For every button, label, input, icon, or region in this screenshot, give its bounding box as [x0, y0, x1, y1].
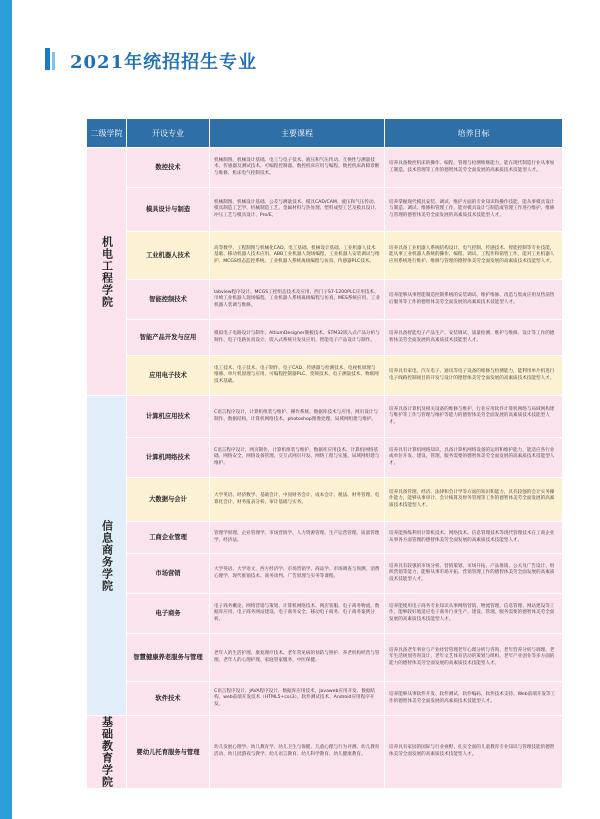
table-row: [87, 716, 563, 789]
major-goal: 培养能熟练利用计算机技术、网络技术、信息管理技术等现代管理技术在工商企业从事各方面管理的德智体美劳全面发展的高素质技术技能型人才。: [385, 522, 563, 554]
page-title: 2021年统招招生专业: [70, 52, 258, 73]
table-row: [87, 634, 563, 682]
table-row: [87, 522, 563, 554]
major-courses: 大学英语、大学语文、西方经济学、市场营销学、商品学、市场调查与预测、消费心理学、现代推销技术、商务谈判、广告原理与实务等课程。: [210, 554, 385, 594]
column-header: 二级学院: [87, 119, 127, 148]
major-name: 智能控制技术: [127, 280, 210, 320]
major-courses: C语言程序设计、计算机组装与维护、操作系统、数据库技术与应用、网页设计与制作、数据结构、计算机网络技术、photoshop图像处理、局域网组建与维护。: [210, 396, 385, 438]
major-courses: 管理学原理、企业管理学、市场营销学、人力资源管理、生产运营管理、质量管理学、经济法。: [210, 522, 385, 554]
college-name: 基础教育学院: [87, 716, 127, 789]
major-name: 工业机器人技术: [127, 232, 210, 280]
majors-table: [86, 118, 563, 789]
major-name: 市场营销: [127, 554, 210, 594]
table-row: [87, 438, 563, 478]
major-name: 智慧健康养老服务与管理: [127, 634, 210, 682]
major-courses: 高等数学、工程制图与机械化CAD、电工基础、机械设计基础、工业机器人技术基础、移动机器人技术应用、ABB工业机器人现场编程、工业机器人安装调试与维护、MCGS组态监控系统、工业机器人系统离线编程与仿真、传感器PLC技术。: [210, 232, 385, 280]
major-goal: 培养具有家电、汽车电子、通讯等电子设备的维修与检测能力，能利用单片机进行电子线路控制项目的开发与设计的德智体美劳全面发展的高素质技术技能型人才。: [385, 356, 563, 396]
table-row: [87, 188, 563, 232]
major-courses: 大学英语、经济数学、基础会计、中国财务会计、成本会计、税法、财务管理、电算化会计、财务报表分析、审计基础与实务。: [210, 478, 385, 522]
major-name: 模具设计与制造: [127, 188, 210, 232]
major-courses: 老年人的生活护理、康复理疗技术、老年常见病的预防与照护、养老机构经营与管理、老年人的心理护理、家庭管家服务、中医保健。: [210, 634, 385, 682]
table-row: [87, 554, 563, 594]
table-row: [87, 682, 563, 716]
major-courses: C语言程序设计、JAVA程序设计、数据库应用技术、Javaweb应用开发、数据结构、web前端开发技术（HTML5+css3）、软件测试技术、Android应用程序开发。: [210, 682, 385, 716]
column-header: 开设专业: [127, 119, 210, 148]
major-name: 婴幼儿托育服务与管理: [127, 716, 210, 789]
major-goal: 培养能够从事智能制造控制系统的安装调试、维护维修、改造与集成应用及售前售后服务等工作的德智体美劳全面发展的高素质技术技能型人才。: [385, 280, 563, 320]
major-name: 大数据与会计: [127, 478, 210, 522]
title-accent-mark: [45, 48, 50, 70]
major-name: 计算机应用技术: [127, 396, 210, 438]
major-courses: 机械制图、机械设计基础、电工与电子技术、液压和气压传动、互换性与测量技术、传感器及测试技术、可编程控制器、数控机床应用与编程、数控机床故障诊断与维修、机床电气控制技术。: [210, 148, 385, 188]
major-goal: 培养具备工业机器人系统结构设计、电气控制、传感技术、智能控制等专业技能，能从事工业机器人系统的操作、编程、调试、工程作和销售工作，能对工业机器人应用系统进行维护、维修与管理的德智体美劳全面发展的高素质技术技能型人才。: [385, 232, 563, 280]
major-courses: 电子商务概论、网络营销与策划、计算机网络技术、网店客服、电子商务物流、数据库应用、电子商务网站建设、电子商务安全、移动电子商务、电子商务案例分析。: [210, 594, 385, 634]
major-goal: 培养掌握现代模具安装、调试、维护方面的专业知识和操作技能，能从事模具设计与制造、调试、维修和管理工作，能对模具设计与制造或管理工作进行维护、维修与管理的德智体美劳全面发展的高素质技术技能型人才。: [385, 188, 563, 232]
major-goal: 培养具有家园的国际与行业视野、扎实全面的儿童教育专业知识与管理技能的德智体美劳全面发展的高素质技术技能型人才。: [385, 716, 563, 789]
major-name: 工商企业管理: [127, 522, 210, 554]
major-courses: 幼儿发展心理学、幼儿教育学、幼儿卫生与保健、儿童心理与行为评测、幼儿教育活动、幼儿园游戏与教学、幼儿语言教育、幼儿科学教育、幼儿健康教育。: [210, 716, 385, 789]
major-goal: 培养具有较强的市场分析、营销策划、市场开拓、产品推销、公关及广告设计、组织营销等能力，能够从事市场开拓、营销管理工作的德智体美劳全面发展的高素质技术技能型人才。: [385, 554, 563, 594]
title-accent-mark-light: [52, 52, 55, 70]
left-accent-bar: [0, 0, 12, 819]
major-goal: 培养能使用电子商务专业知识从事网络营销、物流管理、信息管理、网站建设等工作，能够较好地适应电子商务行业生产、建设、管理、服务需要的德智体美劳全面发展的高素质技术技能型人才。: [385, 594, 563, 634]
major-courses: 机械制图、机械设计基础、公差与测量技术、模具CAD/CAM、液压和气压传动、模具制造工艺学、机械制造工艺、金属材料与热处理、塑料成型工艺及模具设计、冲压工艺与模具设计、Pro/E。: [210, 188, 385, 232]
table-row: [87, 396, 563, 438]
major-name: 计算机网络技术: [127, 438, 210, 478]
major-goal: 培养具备老年事业与产业经营管理老年心理分析与咨询、老年营养分析与调理、老年生活规划咨询设计，老年文艺体育活动的策划与组织，老年产业创业等多方面的能力的德智体美劳全面发展的高素质技术技能型人才。: [385, 634, 563, 682]
major-goal: 培养具备管理、经济、法律和会计学等方面的知识和能力，具有较强的会计实务操作能力，能够从事审计、会计核算及财务管理等工作的德智体美劳全面发展的高素质技术技能型人才。: [385, 478, 563, 522]
table-header-row: [87, 119, 563, 148]
table-row: [87, 356, 563, 396]
major-name: 智能产品开发与应用: [127, 320, 210, 356]
table-row: [87, 148, 563, 188]
major-goal: 培养具备计算机及相关设备的维修与维护，行业应用软件计算机网络与局域网构建与维护等工作与管理与维护等能力的德智体美劳全面发展的高素质技术技能型人才。: [385, 396, 563, 438]
table-row: [87, 320, 563, 356]
column-header: 培养目标: [385, 119, 563, 148]
table-row: [87, 594, 563, 634]
major-name: 数控技术: [127, 148, 210, 188]
major-name: 软件技术: [127, 682, 210, 716]
major-courses: 模拟电子电路设计与制作、AltiumDesigner制板技术、STM32嵌入式产品分析与制作、电子电路仿真设计、嵌入式系统开发及应用、智能电子产品设计与制作。: [210, 320, 385, 356]
table-row: [87, 232, 563, 280]
major-goal: 培养具有计算机网络知识，具备计算机网络设备的运用和维护能力，能适应各行业或单位开发、建设、管理、服务需要的德智体美劳全面发展的高素质技术技能型人才。: [385, 438, 563, 478]
major-goal: 培养具备数控机床的操作、编程、管理与检测维修能力，能在现代制造行业从事加工制造、技术管理等工作的德智体美劳全面发展的高素质技术技能型人才。: [385, 148, 563, 188]
major-goal: 培养具备智能电子产品生产、安装调试、质量检测、维护与维修、设计等工作的德智体美劳全面发展的高素质技术技能型人才。: [385, 320, 563, 356]
major-goal: 培养能够从事软件开发、软件测试、软件编码、软件技术支持、Web前端开发等工作的德智体美劳全面发展的高素质技术技能型人才。: [385, 682, 563, 716]
major-name: 电子商务: [127, 594, 210, 634]
college-name: 机电工程学院: [87, 148, 127, 396]
major-courses: labview程序设计、MCGS工控组态技术及应用、西门子S7-1200PLC应用技术、川崎工业机器人现场编程、工业机器人系统离线编程与仿真、MES系统应用、工业机器人装调与维修。: [210, 280, 385, 320]
table-row: [87, 478, 563, 522]
table-row: [87, 280, 563, 320]
column-header: 主要课程: [210, 119, 385, 148]
major-courses: 电工技术、电子技术、电子制作、电子CAD、传感器与检测技术、电视机原理与维修、单片机原理与应用、可编程控制器PLC、变频技术、电子测量技术、物联网技术基础。: [210, 356, 385, 396]
major-courses: C语言程序设计、网页制作、计算机组装与维护、数据库应用技术、计算机网络基础、网络安全、网络设备管理、交互式网页开发、网络工程与实施、局域网组建与维护。: [210, 438, 385, 478]
college-name: 信息商务学院: [87, 396, 127, 716]
major-name: 应用电子技术: [127, 356, 210, 396]
